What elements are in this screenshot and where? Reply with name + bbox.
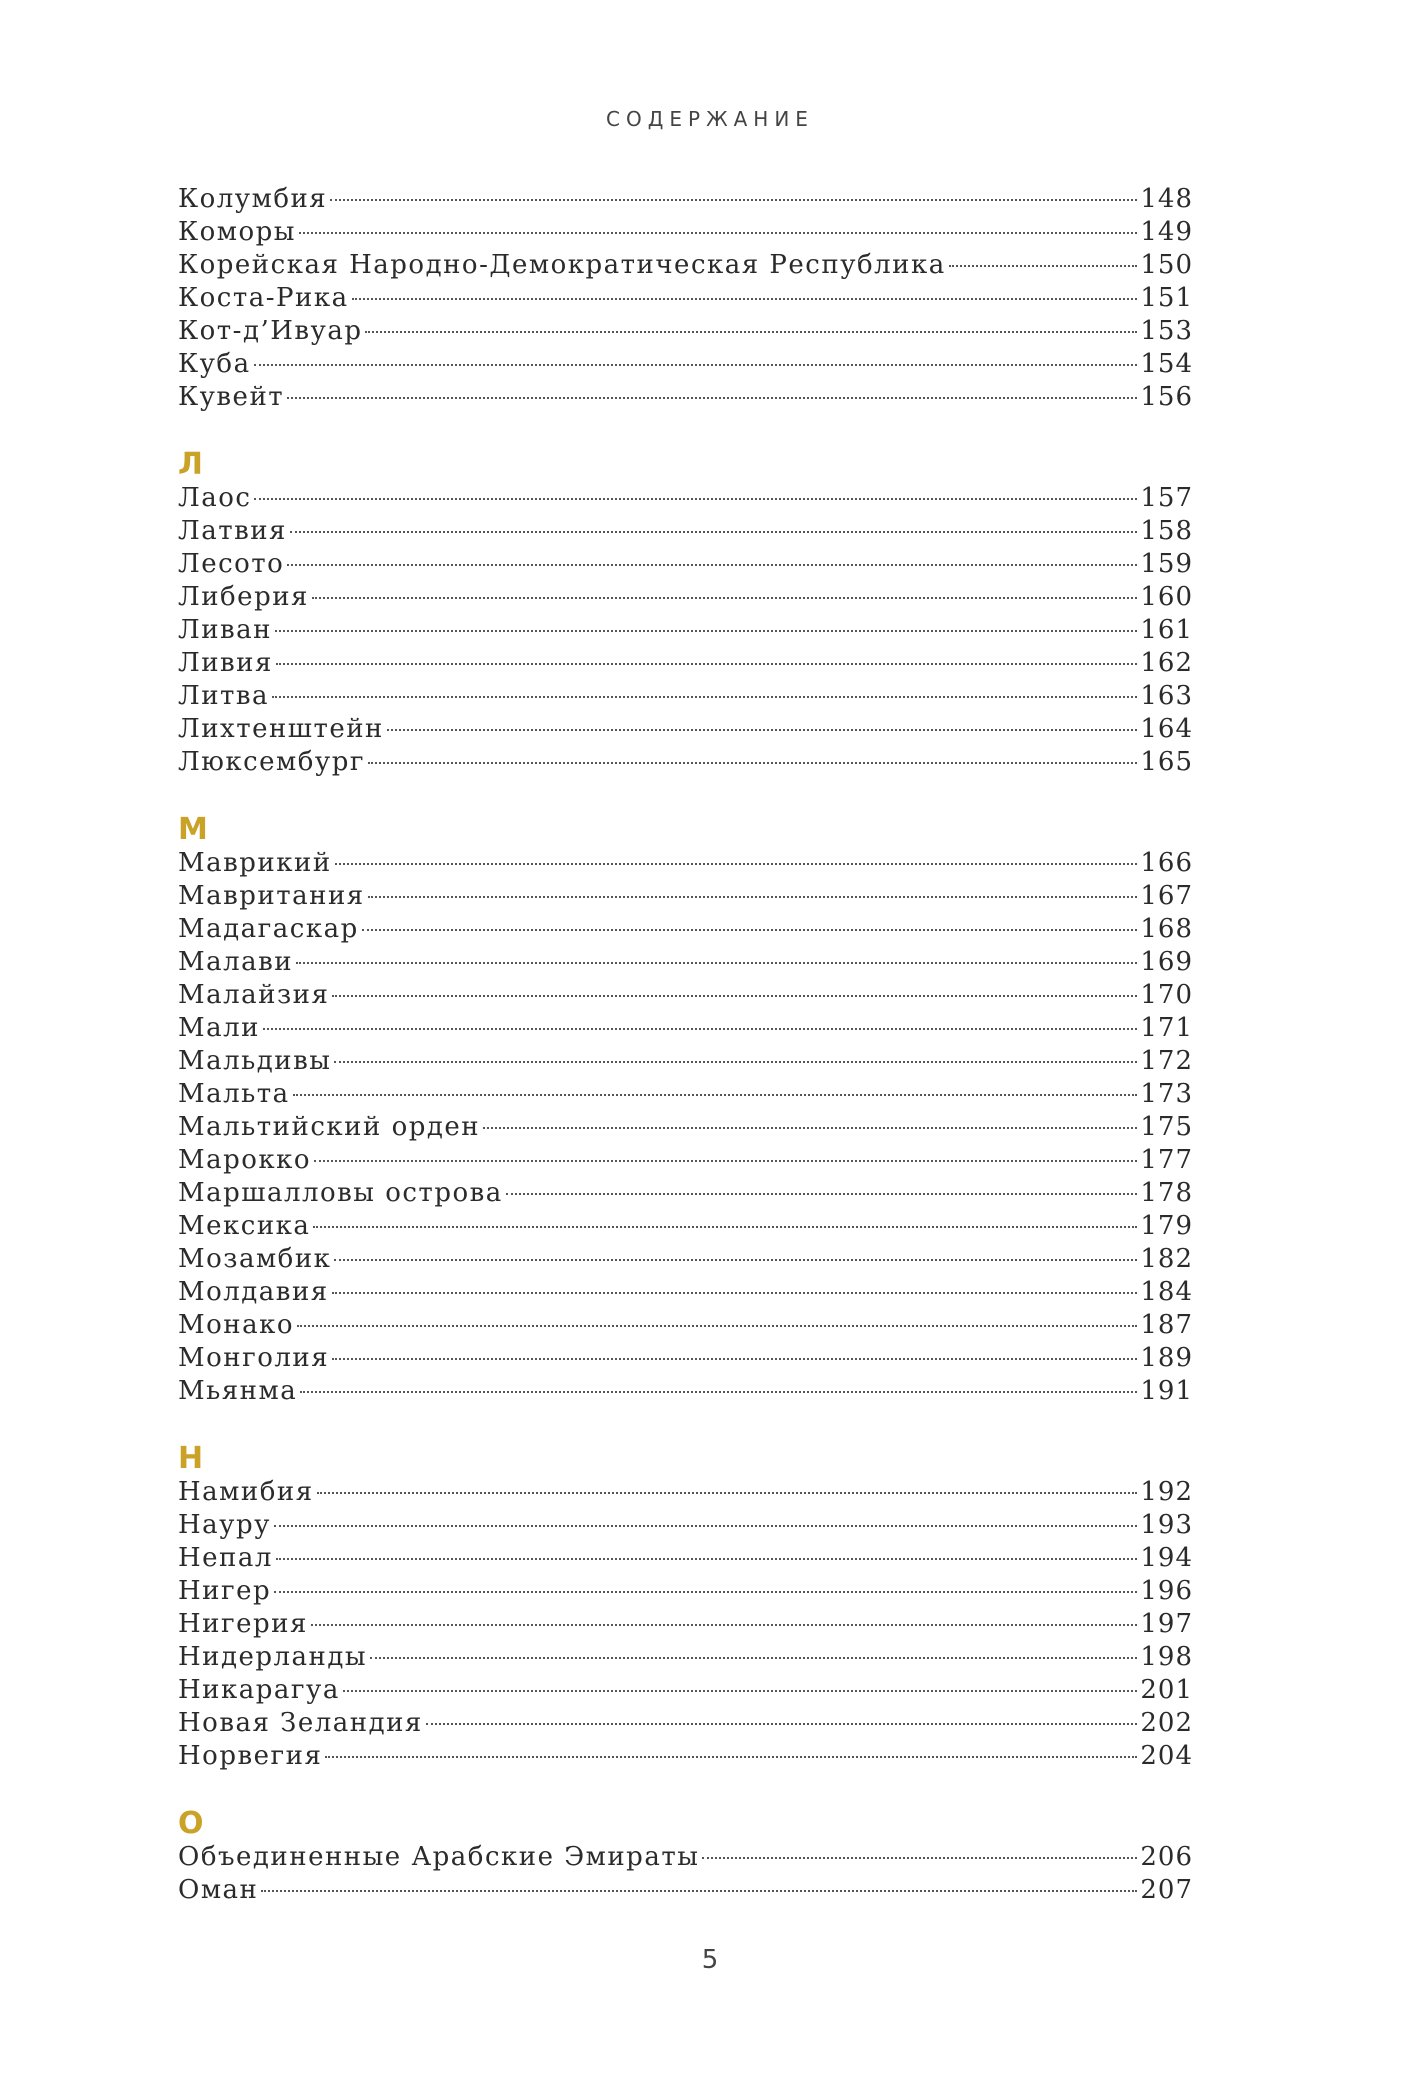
toc-entry-page: 202 [1140, 1708, 1193, 1738]
dot-leader [290, 531, 1137, 533]
toc-entry-title: Мьянма [178, 1376, 298, 1406]
toc-entry-title: Марокко [178, 1145, 312, 1175]
toc-entry-title: Мозамбик [178, 1244, 332, 1274]
toc-entry-title: Маврикий [178, 848, 332, 878]
toc-entry[interactable] [178, 515, 1193, 548]
dot-leader [317, 1492, 1138, 1494]
dot-leader [334, 1061, 1137, 1063]
toc-entry-page: 184 [1140, 1277, 1193, 1307]
toc-entry-title: Непал [178, 1543, 273, 1573]
dot-leader [296, 962, 1137, 964]
toc-entry-page: 148 [1140, 184, 1193, 214]
toc-entry[interactable] [178, 1045, 1193, 1078]
toc-entry[interactable] [178, 746, 1193, 779]
toc-entry-page: 167 [1140, 881, 1193, 911]
toc-entry[interactable] [178, 249, 1193, 282]
toc-entry[interactable] [178, 913, 1193, 946]
section-letter: О [178, 1806, 204, 1841]
toc-entry[interactable] [178, 282, 1193, 315]
toc-entry-title: Намибия [178, 1477, 314, 1507]
toc-entry[interactable] [178, 381, 1193, 414]
dot-leader [332, 995, 1137, 997]
toc-entry-page: 150 [1140, 250, 1193, 280]
toc-entry-page: 193 [1140, 1510, 1193, 1540]
toc-entry[interactable] [178, 1641, 1193, 1674]
toc-entry[interactable] [178, 1177, 1193, 1210]
toc-entry[interactable] [178, 1509, 1193, 1542]
toc-entry-page: 189 [1140, 1343, 1193, 1373]
dot-leader [254, 364, 1138, 366]
toc-entry-page: 171 [1140, 1013, 1193, 1043]
toc-entry-title: Маршалловы острова [178, 1178, 503, 1208]
toc-entry-title: Литва [178, 681, 270, 711]
dot-leader [300, 1391, 1137, 1393]
toc-entry-page: 168 [1140, 914, 1193, 944]
toc-entry-page: 165 [1140, 747, 1193, 777]
toc-entry[interactable] [178, 348, 1193, 381]
dot-leader [254, 498, 1137, 500]
toc-entry-page: 157 [1140, 483, 1193, 513]
dot-leader [426, 1723, 1138, 1725]
toc-entry[interactable] [178, 1012, 1193, 1045]
toc-entry-title: Лесото [178, 549, 285, 579]
toc-entry-title: Нидерланды [178, 1642, 368, 1672]
dot-leader [335, 863, 1138, 865]
dot-leader [506, 1193, 1138, 1195]
toc-entry-title: Либерия [178, 582, 309, 612]
toc-entry-page: 159 [1140, 549, 1193, 579]
dot-leader [297, 1325, 1137, 1327]
toc-entry-page: 198 [1140, 1642, 1193, 1672]
dot-leader [483, 1127, 1137, 1129]
toc-entry-title: Мавритания [178, 881, 365, 911]
section-letter: М [178, 812, 208, 847]
toc-entry-title: Объединенные Арабские Эмираты [178, 1842, 700, 1872]
dot-leader [276, 663, 1137, 665]
toc-entry-page: 178 [1140, 1178, 1193, 1208]
page-number: 5 [701, 1945, 719, 1975]
toc-entry[interactable] [178, 1674, 1193, 1707]
toc-entry-page: 201 [1140, 1675, 1193, 1705]
toc-entry-page: 192 [1140, 1477, 1193, 1507]
toc-entry-title: Ливия [178, 648, 273, 678]
toc-entry[interactable] [178, 216, 1193, 249]
page-header: СОДЕРЖАНИЕ [606, 107, 814, 131]
toc-entry[interactable] [178, 1476, 1193, 1509]
toc-entry[interactable] [178, 1841, 1193, 1874]
dot-leader [368, 762, 1137, 764]
toc-entry-title: Малайзия [178, 980, 330, 1010]
toc-entry[interactable] [178, 581, 1193, 614]
toc-entry[interactable] [178, 1243, 1193, 1276]
toc-entry[interactable] [178, 1740, 1193, 1773]
toc-entry-page: 156 [1140, 382, 1193, 412]
section-letter: Л [178, 447, 203, 482]
toc-entry-title: Лихтенштейн [178, 714, 384, 744]
toc-entry-title: Мали [178, 1013, 260, 1043]
toc-entry-page: 173 [1140, 1079, 1193, 1109]
toc-entry-page: 151 [1140, 283, 1193, 313]
toc-entry-title: Мальтийский орден [178, 1112, 481, 1142]
toc-entry[interactable] [178, 1608, 1193, 1641]
toc-entry[interactable] [178, 713, 1193, 746]
toc-entry-page: 204 [1140, 1741, 1193, 1771]
toc-entry[interactable] [178, 1078, 1193, 1111]
toc-entry[interactable] [178, 979, 1193, 1012]
dot-leader [287, 397, 1137, 399]
toc-entry[interactable] [178, 548, 1193, 581]
toc-entry[interactable] [178, 647, 1193, 680]
toc-entry[interactable] [178, 1342, 1193, 1375]
toc-entry-title: Мексика [178, 1211, 311, 1241]
toc-entry-title: Науру [178, 1510, 271, 1540]
toc-entry-page: 194 [1140, 1543, 1193, 1573]
toc-entry-page: 160 [1140, 582, 1193, 612]
dot-leader [325, 1756, 1137, 1758]
toc-entry-title: Коста-Рика [178, 283, 349, 313]
toc-entry[interactable] [178, 1707, 1193, 1740]
toc-entry-page: 191 [1140, 1376, 1193, 1406]
toc-entry[interactable] [178, 1111, 1193, 1144]
dot-leader [314, 1160, 1137, 1162]
toc-entry-title: Оман [178, 1875, 259, 1905]
toc-entry[interactable] [178, 1309, 1193, 1342]
toc-entry-page: 161 [1140, 615, 1193, 645]
toc-entry-title: Кот-д’Ивуар [178, 316, 363, 346]
toc-entry[interactable] [178, 1874, 1193, 1907]
table-of-contents [178, 183, 1193, 1907]
toc-entry-page: 206 [1140, 1842, 1193, 1872]
dot-leader [343, 1690, 1138, 1692]
toc-entry[interactable] [178, 1575, 1193, 1608]
toc-entry-title: Люксембург [178, 747, 365, 777]
toc-entry-title: Никарагуа [178, 1675, 340, 1705]
dot-leader [368, 896, 1138, 898]
toc-entry[interactable] [178, 1144, 1193, 1177]
toc-entry-title: Коморы [178, 217, 296, 247]
toc-entry[interactable] [178, 315, 1193, 348]
toc-entry-title: Кувейт [178, 382, 285, 412]
dot-leader [949, 265, 1138, 267]
toc-entry-page: 149 [1140, 217, 1193, 247]
dot-leader [702, 1857, 1137, 1859]
toc-entry-page: 153 [1140, 316, 1193, 346]
toc-entry-title: Мальта [178, 1079, 290, 1109]
toc-entry-title: Мадагаскар [178, 914, 359, 944]
toc-entry[interactable] [178, 1542, 1193, 1575]
dot-leader [362, 929, 1138, 931]
dot-leader [287, 564, 1137, 566]
dot-leader [274, 1525, 1137, 1527]
toc-entry-title: Нигерия [178, 1609, 308, 1639]
toc-entry[interactable] [178, 880, 1193, 913]
dot-leader [274, 1591, 1137, 1593]
toc-entry-page: 154 [1140, 349, 1193, 379]
toc-entry-page: 179 [1140, 1211, 1193, 1241]
dot-leader [332, 1292, 1138, 1294]
toc-entry-page: 170 [1140, 980, 1193, 1010]
toc-entry-title: Норвегия [178, 1741, 323, 1771]
toc-entry[interactable] [178, 1276, 1193, 1309]
toc-entry-page: 207 [1140, 1875, 1193, 1905]
toc-entry[interactable] [178, 1375, 1193, 1408]
dot-leader [276, 1558, 1137, 1560]
toc-entry-title: Лаос [178, 483, 252, 513]
dot-leader [313, 1226, 1137, 1228]
toc-entry-page: 163 [1140, 681, 1193, 711]
toc-entry[interactable] [178, 482, 1193, 515]
dot-leader [352, 298, 1138, 300]
toc-entry[interactable] [178, 614, 1193, 647]
toc-entry-title: Колумбия [178, 184, 328, 214]
dot-leader [275, 630, 1137, 632]
toc-entry[interactable] [178, 680, 1193, 713]
dot-leader [334, 1259, 1137, 1261]
toc-entry-page: 158 [1140, 516, 1193, 546]
toc-entry-title: Нигер [178, 1576, 272, 1606]
toc-entry-title: Латвия [178, 516, 287, 546]
toc-entry-page: 164 [1140, 714, 1193, 744]
toc-entry-page: 169 [1140, 947, 1193, 977]
dot-leader [330, 199, 1137, 201]
toc-entry-title: Малави [178, 947, 294, 977]
toc-entry-page: 187 [1140, 1310, 1193, 1340]
dot-leader [299, 232, 1137, 234]
toc-entry[interactable] [178, 1210, 1193, 1243]
toc-entry-title: Монако [178, 1310, 295, 1340]
dot-leader [312, 597, 1137, 599]
dot-leader [261, 1890, 1137, 1892]
toc-entry[interactable] [178, 847, 1193, 880]
toc-entry-page: 177 [1140, 1145, 1193, 1175]
toc-entry-page: 172 [1140, 1046, 1193, 1076]
toc-entry-title: Монголия [178, 1343, 330, 1373]
toc-entry-title: Мальдивы [178, 1046, 332, 1076]
dot-leader [387, 729, 1137, 731]
dot-leader [332, 1358, 1137, 1360]
dot-leader [311, 1624, 1137, 1626]
dot-leader [293, 1094, 1138, 1096]
toc-entry-page: 166 [1140, 848, 1193, 878]
toc-entry-title: Молдавия [178, 1277, 329, 1307]
dot-leader [272, 696, 1137, 698]
toc-entry-page: 162 [1140, 648, 1193, 678]
toc-entry-page: 196 [1140, 1576, 1193, 1606]
section-letter: Н [178, 1441, 204, 1476]
toc-entry-page: 175 [1140, 1112, 1193, 1142]
toc-entry[interactable] [178, 946, 1193, 979]
dot-leader [370, 1657, 1137, 1659]
dot-leader [263, 1028, 1137, 1030]
toc-entry-page: 197 [1140, 1609, 1193, 1639]
toc-entry-title: Куба [178, 349, 251, 379]
toc-entry-title: Новая Зеландия [178, 1708, 423, 1738]
toc-entry-page: 182 [1140, 1244, 1193, 1274]
toc-entry-title: Ливан [178, 615, 272, 645]
dot-leader [365, 331, 1137, 333]
toc-entry-title: Корейская Народно-Демократическая Республика [178, 250, 946, 280]
toc-entry[interactable] [178, 183, 1193, 216]
